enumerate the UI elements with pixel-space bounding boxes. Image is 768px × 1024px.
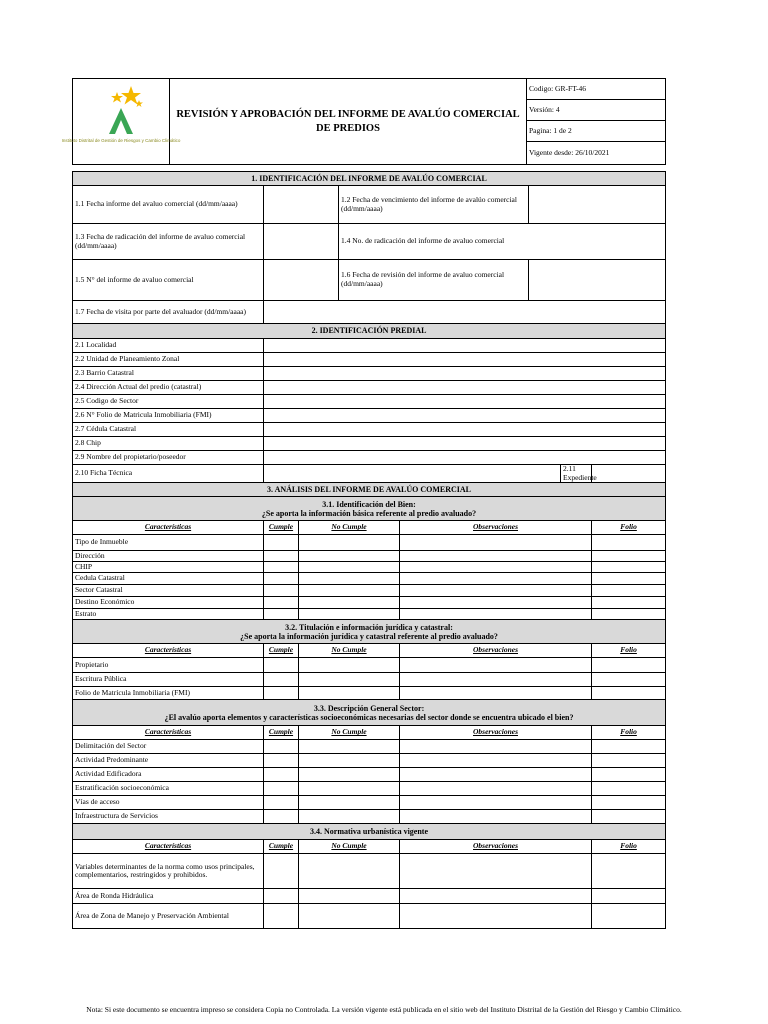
observaciones-cell[interactable] [400,551,592,562]
subsection-3-4-title: 3.4. Normativa urbanística vigente [73,824,666,840]
folio-cell[interactable] [592,796,666,810]
folio-cell[interactable] [592,687,666,700]
col-no-cumple: No Cumple [299,726,400,740]
observaciones-cell[interactable] [400,854,592,889]
col-caracteristicas: Características [73,521,264,535]
folio-cell[interactable] [592,754,666,768]
observaciones-cell[interactable] [400,562,592,573]
header-table [61,78,666,165]
folio-cell[interactable] [592,810,666,824]
folio-cell[interactable] [592,573,666,585]
table-row [73,854,666,889]
table-row [73,740,666,754]
table-row [73,562,666,573]
table-row [73,658,666,673]
cumple-cell[interactable] [264,754,299,768]
col-cumple: Cumple [264,840,299,854]
cumple-cell[interactable] [264,597,299,609]
col-no-cumple: No Cumple [299,644,400,658]
no-cumple-cell[interactable] [299,535,400,551]
observaciones-cell[interactable] [400,687,592,700]
folio-cell[interactable] [592,889,666,904]
col-cumple: Cumple [264,521,299,535]
no-cumple-cell[interactable] [299,573,400,585]
table-row [73,585,666,597]
row-label: Sector Catastral [73,585,264,597]
predial-row-value[interactable] [264,353,666,367]
folio-cell[interactable] [592,609,666,620]
predial-row-label: 2.5 Codigo de Sector [73,395,264,409]
cumple-cell[interactable] [264,768,299,782]
field-1-3-label: 1.3 Fecha de radicación del informe de avaluo comercial (dd/mm/aaaa) [73,224,264,260]
predial-row-label: 2.3 Barrio Catastral [73,367,264,381]
field-1-4-label: 1.4 No. de radicación del informe de avaluo comercial [339,224,666,260]
observaciones-cell[interactable] [400,673,592,687]
observaciones-cell[interactable] [400,535,592,551]
table-row [73,687,666,700]
no-cumple-cell[interactable] [299,754,400,768]
no-cumple-cell[interactable] [299,551,400,562]
no-cumple-cell[interactable] [299,673,400,687]
field-2-10-label: 2.10 Ficha Técnica [73,465,264,483]
no-cumple-cell[interactable] [299,796,400,810]
folio-cell[interactable] [592,585,666,597]
folio-cell[interactable] [592,904,666,929]
predial-row-value[interactable] [264,339,666,353]
cumple-cell[interactable] [264,673,299,687]
table-row [73,597,666,609]
section2-title: 2. IDENTIFICACIÓN PREDIAL [73,324,666,339]
no-cumple-cell[interactable] [299,740,400,754]
row-label: Variables determinantes de la norma como usos principales, complementarios, restringidos y prohibidos. [73,854,264,889]
cumple-cell[interactable] [264,551,299,562]
table-row [73,768,666,782]
row-label: Delimitación del Sector [73,740,264,754]
row-label: Escritura Pública [73,673,264,687]
folio-cell[interactable] [592,768,666,782]
observaciones-cell[interactable] [400,740,592,754]
predial-row-value[interactable] [264,423,666,437]
observaciones-cell[interactable] [400,658,592,673]
no-cumple-cell[interactable] [299,585,400,597]
observaciones-cell[interactable] [400,754,592,768]
table-row [73,904,666,929]
no-cumple-cell[interactable] [299,609,400,620]
col-cumple: Cumple [264,644,299,658]
cumple-cell[interactable] [264,854,299,889]
col-folio: Folio [592,521,666,535]
table-row [73,782,666,796]
document-title: REVISIÓN Y APROBACIÓN DEL INFORME DE AVALÚO COMERCIAL DE PREDIOS [170,79,527,165]
cumple-cell[interactable] [264,796,299,810]
observaciones-cell[interactable] [400,597,592,609]
col-caracteristicas: Características [73,644,264,658]
field-1-6-label: 1.6 Fecha de revisión del informe de avaluo comercial (dd/mm/aaaa) [339,260,529,301]
observaciones-cell[interactable] [400,573,592,585]
subsection-3-3-header [73,700,666,726]
predial-row-value[interactable] [264,367,666,381]
predial-row-value[interactable] [264,437,666,451]
predial-row-label: 2.2 Unidad de Planeamiento Zonal [73,353,264,367]
row-label: Tipo de Inmueble [73,535,264,551]
subsection-3-1-title: 3.1. Identificación del Bien: [322,499,416,509]
row-label: Folio de Matrícula Inmobiliaria (FMI) [73,687,264,700]
predial-row-label: 2.7 Cédula Catastral [73,423,264,437]
observaciones-cell[interactable] [400,889,592,904]
logo [61,79,181,165]
cumple-cell[interactable] [264,562,299,573]
folio-cell[interactable] [592,562,666,573]
predial-row-value[interactable] [264,409,666,423]
observaciones-cell[interactable] [400,904,592,929]
table-row [73,573,666,585]
observaciones-cell[interactable] [400,609,592,620]
cumple-cell[interactable] [264,658,299,673]
col-caracteristicas: Características [73,726,264,740]
field-1-5-value[interactable] [264,260,339,301]
row-label: Dirección [73,551,264,562]
row-label: Estrato [73,609,264,620]
footer-note: Nota: Si este documento se encuentra impreso se considera Copia no Controlada. La versión vigente está publicada en el sitio web del Instituto Distrital de la Gestión del Riesgo y Cambio Climático. [86,1005,682,1014]
no-cumple-cell[interactable] [299,658,400,673]
row-label: Cedula Catastral [73,573,264,585]
col-observaciones: Observaciones [400,726,592,740]
folio-cell[interactable] [592,597,666,609]
field-1-3-value[interactable] [264,224,339,260]
col-observaciones: Observaciones [400,644,592,658]
field-1-1-label: 1.1 Fecha informe del avaluo comercial (dd/mm/aaaa) [73,186,264,224]
field-2-11-label: 2.11 Expediente [561,465,592,483]
col-folio: Folio [592,840,666,854]
col-no-cumple: No Cumple [299,840,400,854]
no-cumple-cell[interactable] [299,597,400,609]
row-label: Área de Ronda Hidráulica [73,889,264,904]
folio-cell[interactable] [592,673,666,687]
subsection-3-3-question: ¿El avalúo aporta elementos y características socioeconómicas necesarias del sector donde se encuentra ubicado el bien? [164,712,574,722]
section3-title: 3. ANÁLISIS DEL INFORME DE AVALÚO COMERCIAL [73,483,666,497]
field-2-11-value[interactable] [592,465,666,483]
folio-cell[interactable] [592,740,666,754]
col-caracteristicas: Características [73,840,264,854]
col-folio: Folio [592,644,666,658]
row-label: Actividad Edificadora [73,768,264,782]
table-row [73,796,666,810]
logo-text: Instituto Distrital de Gestión de Riesgos y Cambio Climático [61,138,181,144]
folio-cell[interactable] [592,854,666,889]
col-observaciones: Observaciones [400,521,592,535]
predial-row-label: 2.6 N° Folio de Matricula Inmobiliaria (FMI) [73,409,264,423]
form-table [72,171,666,929]
table-row [73,551,666,562]
row-label: Vías de acceso [73,796,264,810]
row-label: Actividad Predominante [73,754,264,768]
field-1-7-value[interactable] [264,301,666,324]
field-1-2-label: 1.2 Fecha de vencimiento del informe de avalúo comercial (dd/mm/aaaa) [339,186,529,224]
cumple-cell[interactable] [264,889,299,904]
field-1-7-label: 1.7 Fecha de visita por parte del avaluador (dd/mm/aaaa) [73,301,264,324]
field-1-2-value[interactable] [529,186,666,224]
section1-title: 1. IDENTIFICACIÓN DEL INFORME DE AVALÚO COMERCIAL [73,172,666,186]
observaciones-cell[interactable] [400,768,592,782]
predial-row-value[interactable] [264,395,666,409]
col-folio: Folio [592,726,666,740]
cumple-cell[interactable] [264,810,299,824]
field-1-1-value[interactable] [264,186,339,224]
col-no-cumple: No Cumple [299,521,400,535]
table-row [73,810,666,824]
subsection-3-3-title: 3.3. Descripción General Sector: [313,703,425,713]
folio-cell[interactable] [592,782,666,796]
pagina: Pagina: 1 de 2 [527,121,666,142]
version: Versión: 4 [527,100,666,121]
cumple-cell[interactable] [264,609,299,620]
row-label: Infraestructura de Servicios [73,810,264,824]
subsection-3-2-question: ¿Se aporta la información jurídica y catastral referente al predio avaluado? [240,631,498,641]
predial-row-label: 2.9 Nombre del propietario/poseedor [73,451,264,465]
field-1-5-label: 1.5 N° del informe de avaluo comercial [73,260,264,301]
table-row [73,754,666,768]
observaciones-cell[interactable] [400,782,592,796]
col-observaciones: Observaciones [400,840,592,854]
no-cumple-cell[interactable] [299,562,400,573]
no-cumple-cell[interactable] [299,687,400,700]
row-label: CHIP [73,562,264,573]
subsection-3-2-title: 3.2. Titulación e información jurídica y catastral: [285,622,453,632]
row-label: Área de Zona de Manejo y Preservación Ambiental [73,904,264,929]
cumple-cell[interactable] [264,573,299,585]
no-cumple-cell[interactable] [299,782,400,796]
row-label: Destino Económico [73,597,264,609]
table-row [73,609,666,620]
predial-row-value[interactable] [264,451,666,465]
folio-cell[interactable] [592,535,666,551]
observaciones-cell[interactable] [400,796,592,810]
cumple-cell[interactable] [264,782,299,796]
row-label: Estratificación socioeconómica [73,782,264,796]
codigo: Codigo: GR-FT-46 [527,79,666,100]
predial-row-label: 2.4 Dirección Actual del predio (catastral) [73,381,264,395]
field-1-6-value[interactable] [529,260,666,301]
row-label: Propietario [73,658,264,673]
folio-cell[interactable] [592,658,666,673]
subsection-3-1-header [73,497,666,521]
table-row [73,673,666,687]
field-2-10-value[interactable] [264,465,561,483]
no-cumple-cell[interactable] [299,768,400,782]
col-cumple: Cumple [264,726,299,740]
predial-row-label: 2.8 Chip [73,437,264,451]
predial-row-label: 2.1 Localidad [73,339,264,353]
table-row [73,535,666,551]
no-cumple-cell[interactable] [299,904,400,929]
cumple-cell[interactable] [264,687,299,700]
vigente: Vigente desde: 26/10/2021 [527,142,666,165]
no-cumple-cell[interactable] [299,889,400,904]
table-row [73,889,666,904]
observaciones-cell[interactable] [400,810,592,824]
cumple-cell[interactable] [264,904,299,929]
no-cumple-cell[interactable] [299,810,400,824]
folio-cell[interactable] [592,551,666,562]
cumple-cell[interactable] [264,740,299,754]
predial-row-value[interactable] [264,381,666,395]
cumple-cell[interactable] [264,535,299,551]
subsection-3-2-header [73,620,666,644]
institute-logo-icon [61,80,181,160]
observaciones-cell[interactable] [400,585,592,597]
no-cumple-cell[interactable] [299,854,400,889]
subsection-3-1-question: ¿Se aporta la información básica referente al predio avaluado? [261,508,477,518]
cumple-cell[interactable] [264,585,299,597]
